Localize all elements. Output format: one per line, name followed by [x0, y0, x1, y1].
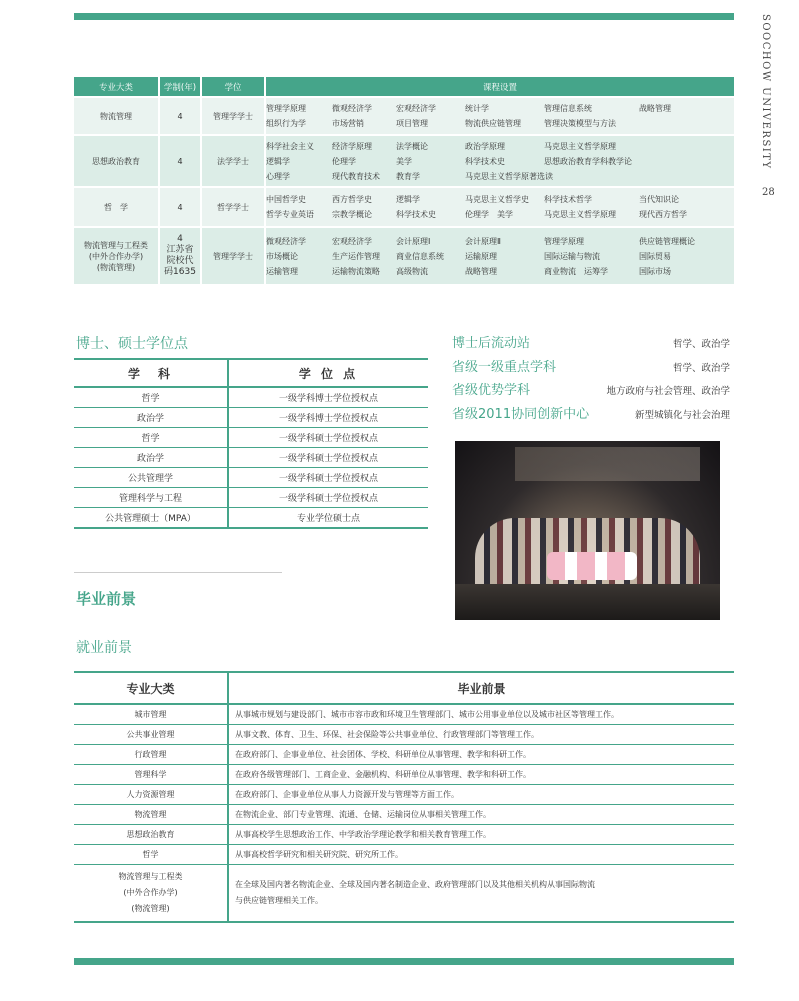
- table-row: [74, 745, 734, 765]
- course-item: 当代知识论: [639, 195, 679, 204]
- stat-item: [452, 379, 730, 403]
- table-row: [74, 845, 734, 865]
- course-item: 国际运输与物流: [544, 251, 600, 261]
- years-cell: 4: [160, 96, 202, 134]
- photo-heart-shirts: [547, 552, 637, 580]
- university-name-vertical: SOOCHOW UNIVERSITY: [760, 14, 771, 170]
- prospect-cell: 在政府各级管理部门、工商企业、金融机构、科研单位从事管理、教学和科研工作。: [228, 765, 734, 785]
- course-item: 逻辑学: [396, 195, 420, 204]
- stat-label: 省级2011协同创新中心: [452, 406, 590, 422]
- header-years: 学制(年): [160, 77, 202, 96]
- course-item: 马克思主义哲学原理: [544, 141, 616, 151]
- prospect-cell: 从事文教、体育、卫生、环保、社会保险等公共事业单位、行政管理部门等管理工作。: [228, 725, 734, 745]
- course-item: 哲学专业英语: [266, 210, 314, 219]
- course-item: 项目管理: [396, 119, 428, 128]
- course-item: 管理学原理: [544, 236, 584, 246]
- course-item: 会计原理Ⅰ: [396, 236, 431, 246]
- degree-cell: 管理学学士: [202, 226, 266, 284]
- major-cell: [74, 226, 160, 284]
- course-item: 西方哲学史: [332, 195, 372, 204]
- course-item: 管理信息系统: [544, 104, 592, 113]
- major-cell: [74, 865, 228, 923]
- prospect-cell: 在政府部门、企事业单位从事人力资源开发与管理等方面工作。: [228, 785, 734, 805]
- discipline-cell: 管理科学与工程: [74, 488, 228, 508]
- course-item: 逻辑学: [266, 156, 290, 166]
- stat-item: [452, 403, 730, 427]
- header-discipline: 学 科: [74, 359, 228, 387]
- course-line: [266, 234, 734, 249]
- degree-point-cell: 一级学科硕士学位授权点: [228, 468, 428, 488]
- course-item: 高级物流: [396, 266, 428, 276]
- course-item: 市场营销: [332, 119, 364, 128]
- stat-value: 地方政府与社会管理、政治学: [606, 386, 730, 397]
- degree-table: [74, 358, 428, 529]
- course-item: 思想政治教育学科教学论: [544, 156, 632, 166]
- stat-label: 省级优势学科: [452, 383, 531, 398]
- stat-item: [452, 332, 730, 356]
- course-item: 运输物流策略: [332, 266, 380, 276]
- major-cell: 管理科学: [74, 765, 228, 785]
- bottom-accent-bar: [74, 958, 734, 965]
- course-item: 供应链管理概论: [639, 236, 695, 246]
- discipline-stats: [452, 332, 730, 426]
- photo-banner: [515, 447, 700, 481]
- course-item: 法学概论: [396, 141, 428, 151]
- table-row: [74, 134, 734, 186]
- table-row: [74, 488, 428, 508]
- course-item: 宏观经济学: [332, 236, 372, 246]
- prospect-cell: 在政府部门、企事业单位、社会团体、学校、科研单位从事管理、教学和科研工作。: [228, 745, 734, 765]
- table-row: [74, 704, 734, 725]
- years-cell: 4: [160, 134, 202, 186]
- course-line: [266, 154, 734, 169]
- major-cell: 公共事业管理: [74, 725, 228, 745]
- course-item: 市场概论: [266, 251, 298, 261]
- years-cell: [160, 226, 202, 284]
- prospect-cell: 从事高校学生思想政治工作、中学政治学理论教学和相关教育管理工作。: [228, 825, 734, 845]
- prospect-cell: 从事城市规划与建设部门、城市市容市政和环境卫生管理部门、城市公用事业单位以及城市社区等管理工作。: [228, 704, 734, 725]
- discipline-cell: 公共管理学: [74, 468, 228, 488]
- table-row: [74, 387, 428, 408]
- course-item: 会计原理Ⅱ: [465, 236, 501, 246]
- course-item: 物流供应链管理: [465, 119, 521, 128]
- header-major: 专业大类: [74, 672, 228, 704]
- course-item: 伦理学: [332, 156, 356, 166]
- stat-label: 博士后流动站: [452, 336, 531, 351]
- degree-cell: 哲学学士: [202, 186, 266, 226]
- course-item: 国际市场: [639, 266, 671, 276]
- courses-cell: [266, 134, 734, 186]
- major-line: (物流管理): [96, 262, 136, 272]
- prospect-cell: 从事高校哲学研究和相关研究院、研究所工作。: [228, 845, 734, 865]
- course-item: 微观经济学: [266, 236, 306, 246]
- course-item: 心理学: [266, 171, 290, 181]
- years-line: 院校代: [166, 256, 194, 266]
- prospect-line: 在全球及国内著名物流企业、全球及国内著名制造企业、政府管理部门以及其他相关机构从事国际物流: [235, 880, 595, 889]
- major-cell: 哲学: [74, 845, 228, 865]
- course-item: 现代教育技术: [332, 171, 380, 181]
- course-item: 美学: [396, 156, 412, 166]
- course-item: 生产运作管理: [332, 251, 380, 261]
- table-row: [74, 765, 734, 785]
- stat-item: [452, 356, 730, 380]
- table-row: [74, 448, 428, 468]
- years-cell: 4: [160, 186, 202, 226]
- header-major: 专业大类: [74, 77, 160, 96]
- table-row: [74, 825, 734, 845]
- degree-point-cell: 专业学位硕士点: [228, 508, 428, 529]
- course-item: 中国哲学史: [266, 195, 306, 204]
- years-line: 码1635: [164, 267, 196, 277]
- table-row: [74, 226, 734, 284]
- section-divider: [74, 572, 282, 573]
- course-item: 战略管理: [465, 266, 497, 276]
- major-line: 物流管理与工程类: [118, 872, 183, 881]
- course-item: 马克思主义哲学原著选读: [465, 171, 553, 181]
- stat-label: 省级一级重点学科: [452, 359, 557, 375]
- course-item: 科学技术史: [396, 210, 436, 219]
- header-degree-point: 学 位 点: [228, 359, 428, 387]
- course-line: [266, 192, 734, 207]
- degree-point-cell: 一级学科博士学位授权点: [228, 387, 428, 408]
- course-item: 组织行为学: [266, 119, 306, 128]
- courses-cell: [266, 186, 734, 226]
- course-item: 商业物流 运筹学: [544, 266, 608, 276]
- major-cell: 人力资源管理: [74, 785, 228, 805]
- course-item: 马克思主义哲学原理: [544, 210, 616, 219]
- course-line: [266, 169, 734, 184]
- years-line: 4: [177, 234, 183, 244]
- top-accent-bar: [74, 13, 734, 20]
- course-item: 运输原理: [465, 251, 497, 261]
- course-line: [266, 101, 734, 116]
- course-item: 伦理学 美学: [465, 210, 513, 219]
- discipline-cell: 哲学: [74, 387, 228, 408]
- degree-point-cell: 一级学科硕士学位授权点: [228, 448, 428, 468]
- degree-table-header: [74, 359, 428, 387]
- course-item: 管理决策模型与方法: [544, 119, 616, 128]
- group-photo: [455, 441, 720, 620]
- table-row: [74, 408, 428, 428]
- years-line: 江苏省: [166, 245, 194, 255]
- discipline-cell: 哲学: [74, 428, 228, 448]
- course-line: [266, 249, 734, 264]
- major-cell: 哲 学: [74, 186, 160, 226]
- stat-value: 哲学、政治学: [672, 362, 730, 374]
- major-cell: 城市管理: [74, 704, 228, 725]
- major-cell: 思想政治教育: [74, 825, 228, 845]
- degree-point-cell: 一级学科硕士学位授权点: [228, 428, 428, 448]
- stat-value: 新型城镇化与社会治理: [634, 409, 730, 421]
- course-item: 马克思主义哲学史: [465, 195, 529, 204]
- table-row: [74, 186, 734, 226]
- course-item: 商业信息系统: [396, 251, 444, 261]
- course-item: 运输管理: [266, 266, 298, 276]
- major-cell: 思想政治教育: [74, 134, 160, 186]
- table-row: [74, 428, 428, 448]
- prospect-cell: 在物流企业、部门专业管理、流通、仓储、运输岗位从事相关管理工作。: [228, 805, 734, 825]
- degree-point-cell: 一级学科硕士学位授权点: [228, 488, 428, 508]
- table-row: [74, 468, 428, 488]
- course-item: 微观经济学: [332, 104, 372, 113]
- career-section-subtitle: 就业前景: [76, 640, 132, 656]
- course-line: [266, 207, 734, 222]
- table-row: [74, 96, 734, 134]
- career-table: [74, 671, 734, 923]
- table-row: [74, 785, 734, 805]
- course-item: 管理学原理: [266, 104, 306, 113]
- discipline-cell: 公共管理硕士（MPA）: [74, 508, 228, 529]
- prospect-cell: [228, 865, 734, 923]
- photo-stage: [455, 584, 720, 620]
- table-row: [74, 865, 734, 923]
- course-item: 现代西方哲学: [639, 210, 687, 219]
- table-row: [74, 805, 734, 825]
- course-item: 科学社会主义: [266, 141, 314, 151]
- major-cell: 行政管理: [74, 745, 228, 765]
- major-line: (中外合作办学): [123, 888, 178, 897]
- major-cell: 物流管理: [74, 805, 228, 825]
- table-row: [74, 725, 734, 745]
- course-item: 宏观经济学: [396, 104, 436, 113]
- course-line: [266, 116, 734, 131]
- course-line: [266, 264, 734, 279]
- course-item: 统计学: [465, 104, 489, 113]
- header-degree: 学位: [202, 77, 266, 96]
- major-line: (中外合作办学): [88, 251, 144, 261]
- course-item: 经济学原理: [332, 141, 372, 151]
- discipline-cell: 政治学: [74, 448, 228, 468]
- header-courses: 课程设置: [266, 77, 734, 96]
- courses-cell: [266, 96, 734, 134]
- degree-cell: 管理学学士: [202, 96, 266, 134]
- course-table-header: [74, 77, 734, 96]
- course-item: 国际贸易: [639, 251, 671, 261]
- course-item: 政治学原理: [465, 141, 505, 151]
- stat-value: 哲学、政治学: [672, 339, 730, 350]
- phd-section-title: 博士、硕士学位点: [76, 336, 188, 352]
- course-item: 科学技术史: [465, 156, 505, 166]
- prospect-line: 与供应链管理相关工作。: [235, 896, 323, 905]
- major-cell: 物流管理: [74, 96, 160, 134]
- course-line: [266, 139, 734, 154]
- header-prospect: 毕业前景: [228, 672, 734, 704]
- course-item: 宗教学概论: [332, 210, 372, 219]
- page-number: 28: [762, 187, 775, 198]
- course-item: 战略管理: [639, 104, 671, 113]
- major-line: 物流管理与工程类: [84, 240, 148, 250]
- career-table-header: [74, 672, 734, 704]
- career-section-title: 毕业前景: [76, 590, 137, 608]
- degree-point-cell: 一级学科博士学位授权点: [228, 408, 428, 428]
- major-line: (物流管理): [131, 904, 170, 913]
- course-item: 教育学: [396, 171, 420, 181]
- course-table: [74, 77, 734, 284]
- courses-cell: [266, 226, 734, 284]
- table-row: [74, 508, 428, 529]
- discipline-cell: 政治学: [74, 408, 228, 428]
- course-item: 科学技术哲学: [544, 195, 592, 204]
- degree-cell: 法学学士: [202, 134, 266, 186]
